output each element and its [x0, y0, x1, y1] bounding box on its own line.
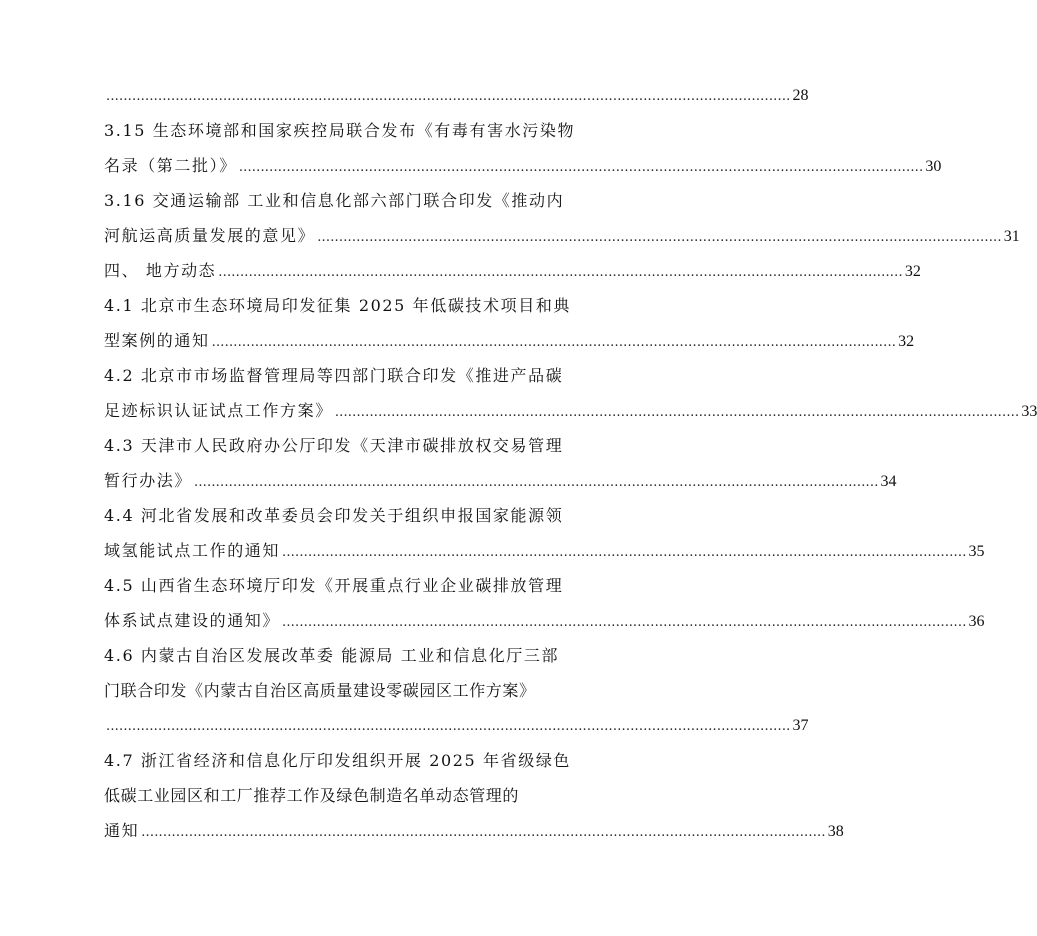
toc-entry-4-1-cont[interactable] [104, 329, 915, 353]
page-number: 37 [792, 717, 809, 734]
toc-section-title: 四、 地方动态 [104, 261, 217, 280]
toc-entry-title-cont: 足迹标识认证试点工作方案》 [104, 401, 333, 420]
dot-leader: .............................................................................................................................................................. [317, 230, 1002, 245]
dot-leader: .............................................................................................................................................................. [194, 475, 879, 490]
page-number: 31 [1003, 228, 1020, 245]
toc-entry-4-3[interactable] [104, 434, 562, 458]
toc-entry-4-7[interactable] [104, 749, 572, 773]
toc-entry-3-15-cont[interactable] [104, 154, 942, 178]
toc-entry-4-2[interactable] [104, 364, 562, 388]
dot-leader: .............................................................................................................................................................. [141, 825, 826, 840]
toc-entry-4-6-leader[interactable] [104, 714, 809, 738]
toc-entry-3-16[interactable] [104, 189, 565, 213]
page-number: 30 [925, 158, 942, 175]
toc-entry-title-cont: 低碳工业园区和工厂推荐工作及绿色制造名单动态管理的 [104, 786, 520, 805]
toc-entry-title-cont: 暂行办法》 [104, 471, 193, 490]
toc-entry-4-2-cont[interactable] [104, 399, 1037, 423]
toc-entry-title: 3.16 交通运输部 工业和信息化部六部门联合印发《推动内 [104, 191, 565, 210]
toc-entry-title: 4.6 内蒙古自治区发展改革委 能源局 工业和信息化厅三部 [104, 646, 560, 665]
toc-entry-title-cont: 型案例的通知 [104, 331, 210, 350]
toc-entry-4-6-cont[interactable] [104, 679, 562, 703]
dot-leader: .............................................................................................................................................................. [218, 265, 903, 280]
toc-entry-continuation[interactable] [104, 84, 809, 108]
page-number: 32 [904, 263, 921, 280]
toc-entry-4-1[interactable] [104, 294, 572, 318]
page-number: 33 [1021, 403, 1037, 420]
toc-entry-3-15[interactable] [104, 119, 576, 143]
page-number: 35 [968, 543, 985, 560]
toc-entry-4-7-cont[interactable] [104, 784, 562, 808]
dot-leader: .............................................................................................................................................................. [211, 335, 897, 350]
toc-entry-4-5[interactable] [104, 574, 562, 598]
toc-entry-title-cont: 门联合印发《内蒙古自治区高质量建设零碳园区工作方案》 [104, 681, 536, 700]
dot-leader: .............................................................................................................................................................. [106, 719, 791, 734]
toc-entry-4-3-cont[interactable] [104, 469, 897, 493]
toc-entry-4-5-cont[interactable] [104, 609, 985, 633]
dot-leader: .............................................................................................................................................................. [106, 89, 791, 104]
dot-leader: .............................................................................................................................................................. [282, 615, 967, 630]
toc-entry-3-16-cont[interactable] [104, 224, 1020, 248]
toc-entry-title: 3.15 生态环境部和国家疾控局联合发布《有毒有害水污染物 [104, 121, 576, 140]
page-number: 32 [898, 333, 915, 350]
toc-section-local-news[interactable] [104, 259, 921, 283]
toc-entry-title-cont: 名录（第二批）》 [104, 156, 237, 175]
page-number: 36 [968, 613, 985, 630]
toc-entry-4-4[interactable] [104, 504, 562, 528]
dot-leader: .............................................................................................................................................................. [334, 405, 1020, 420]
toc-entry-title-cont: 河航运高质量发展的意见》 [104, 226, 316, 245]
toc-entry-title: 4.1 北京市生态环境局印发征集 2025 年低碳技术项目和典 [104, 296, 572, 315]
toc-entry-4-6[interactable] [104, 644, 562, 668]
toc-entry-title-cont: 体系试点建设的通知》 [104, 611, 281, 630]
dot-leader: .............................................................................................................................................................. [282, 545, 967, 560]
page-number: 34 [880, 473, 897, 490]
page-number: 28 [792, 87, 809, 104]
toc-entry-title: 4.2 北京市市场监督管理局等四部门联合印发《推进产品碳 [104, 366, 564, 385]
toc-entry-4-7-cont2[interactable] [104, 819, 844, 843]
toc-entry-4-4-cont[interactable] [104, 539, 985, 563]
toc-entry-title: 4.7 浙江省经济和信息化厅印发组织开展 2025 年省级绿色 [104, 751, 572, 770]
toc-entry-title: 4.4 河北省发展和改革委员会印发关于组织申报国家能源领 [104, 506, 564, 525]
toc-entry-title: 4.5 山西省生态环境厅印发《开展重点行业企业碳排放管理 [104, 576, 564, 595]
page-number: 38 [827, 823, 844, 840]
toc-entry-title-cont: 域氢能试点工作的通知 [104, 541, 281, 560]
toc-entry-title-cont: 通知 [104, 821, 140, 840]
toc-entry-title: 4.3 天津市人民政府办公厅印发《天津市碳排放权交易管理 [104, 436, 564, 455]
dot-leader: .............................................................................................................................................................. [238, 160, 924, 175]
